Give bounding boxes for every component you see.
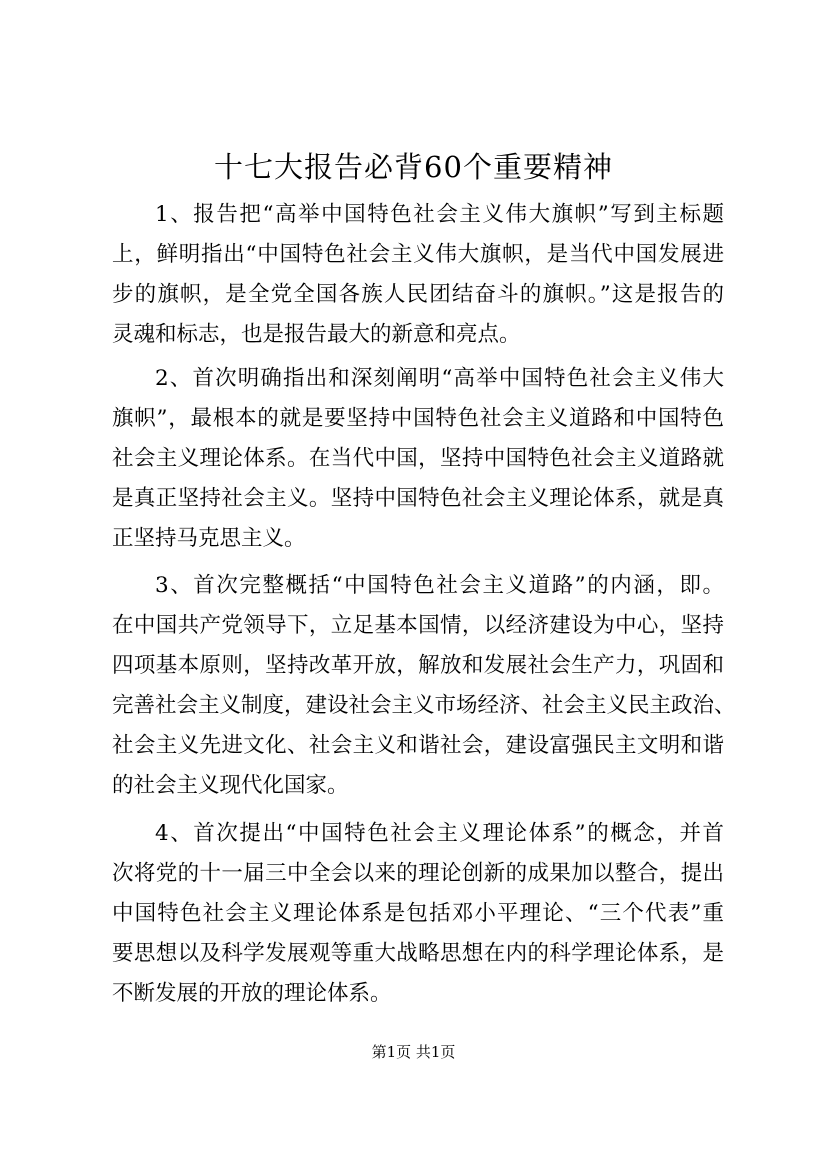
paragraph-line: 3、首次完整概括“中国特色社会主义道路”的内涵，即。: [155, 573, 724, 598]
paragraph-line: 2、首次明确指出和深刻阐明“高举中国特色社会主义伟大: [155, 366, 724, 391]
paragraph-line: 社会主义理论体系。在当代中国，坚持中国特色社会主义道路就: [112, 446, 724, 471]
paragraph-line: 4、首次提出“中国特色社会主义理论体系”的概念，并首: [155, 821, 724, 846]
paragraph-1: [112, 195, 724, 355]
paragraph-line: 次将党的十一届三中全会以来的理论创新的成果加以整合，提出: [112, 861, 724, 886]
paragraph-line: 步的旗帜，是全党全国各族人民团结奋斗的旗帜。”这是报告的: [112, 282, 724, 307]
paragraph-2: [112, 359, 724, 559]
paragraph-line: 的社会主义现代化国家。: [112, 773, 349, 798]
paragraph-line: 1、报告把“高举中国特色社会主义伟大旗帜”写到主标题: [155, 202, 724, 227]
paragraph-line: 旗帜”，最根本的就是要坚持中国特色社会主义道路和中国特色: [112, 406, 724, 431]
paragraph-4: [112, 814, 724, 1014]
paragraph-line: 上，鲜明指出“中国特色社会主义伟大旗帜，是当代中国发展进: [112, 242, 724, 267]
paragraph-line: 中国特色社会主义理论体系是包括邓小平理论、“三个代表”重: [112, 901, 724, 926]
paragraph-line: 要思想以及科学发展观等重大战略思想在内的科学理论体系，是: [112, 941, 724, 966]
paragraph-line: 灵魂和标志，也是报告最大的新意和亮点。: [112, 322, 521, 347]
paragraph-line: 完善社会主义制度，建设社会主义市场经济、社会主义民主政治、: [112, 693, 736, 718]
paragraph-line: 正坚持马克思主义。: [112, 526, 306, 551]
paragraph-line: 四项基本原则，坚持改革开放，解放和发展社会生产力，巩固和: [112, 653, 724, 678]
page-footer: 第1页 共1页: [371, 1043, 456, 1061]
paragraph-line: 是真正坚持社会主义。坚持中国特色社会主义理论体系，就是真: [112, 486, 724, 511]
paragraph-line: 社会主义先进文化、社会主义和谐社会，建设富强民主文明和谐: [112, 733, 724, 758]
paragraph-line: 在中国共产党领导下，立足基本国情，以经济建设为中心，坚持: [112, 613, 724, 638]
paragraph-line: 不断发展的开放的理论体系。: [112, 981, 392, 1006]
paragraph-3: [112, 566, 736, 806]
document-title: 十七大报告必背60个重要精神: [214, 150, 613, 184]
